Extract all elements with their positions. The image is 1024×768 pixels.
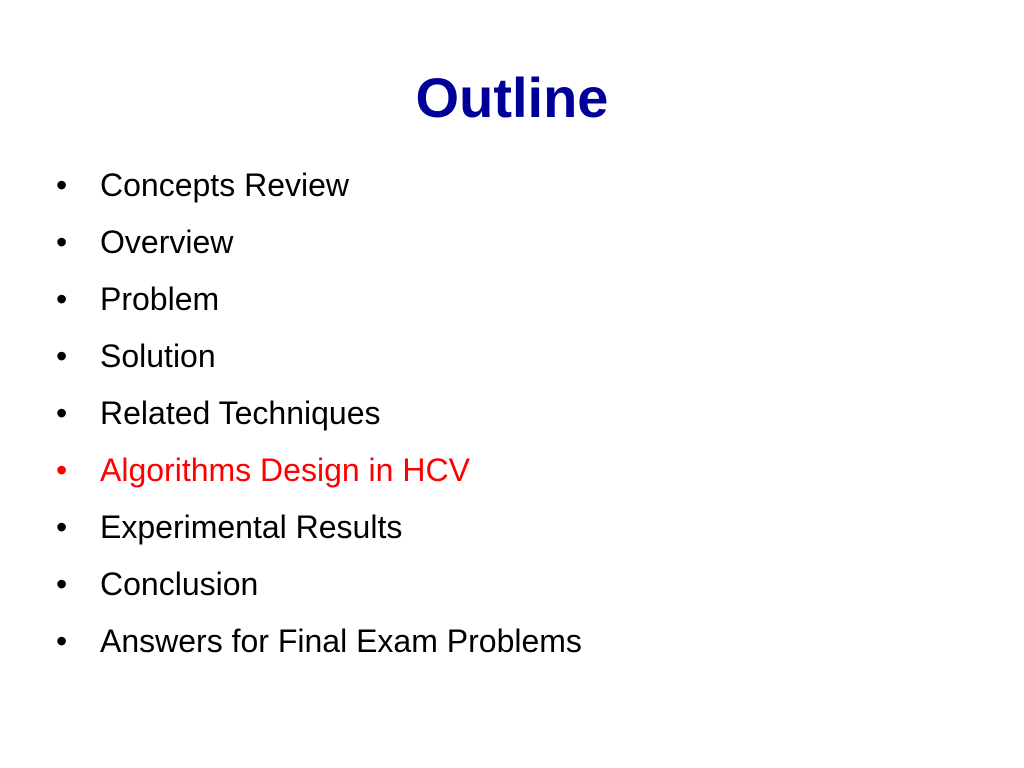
bullet-item-experimental-results xyxy=(56,499,582,556)
bullet-label: Conclusion xyxy=(100,566,259,602)
bullet-label: Concepts Review xyxy=(100,167,349,203)
bullet-icon: • xyxy=(56,395,68,431)
bullet-icon: • xyxy=(56,224,68,260)
bullet-item-problem xyxy=(56,271,582,328)
bullet-item-related-techniques xyxy=(56,385,582,442)
bullet-item-concepts-review xyxy=(56,157,582,214)
bullet-label: Problem xyxy=(100,281,220,317)
bullet-label: Overview xyxy=(100,224,234,260)
bullet-item-overview xyxy=(56,214,582,271)
bullet-label: Algorithms Design in HCV xyxy=(100,452,470,488)
bullet-icon: • xyxy=(56,281,68,317)
bullet-label: Experimental Results xyxy=(100,509,403,545)
bullet-icon: • xyxy=(56,623,68,659)
bullet-item-solution xyxy=(56,328,582,385)
bullet-item-answers-final-exam xyxy=(56,613,582,670)
bullet-icon: • xyxy=(56,452,68,488)
bullet-icon: • xyxy=(56,509,68,545)
bullet-icon: • xyxy=(56,338,68,374)
bullet-icon: • xyxy=(56,566,68,602)
bullet-item-algorithms-design xyxy=(56,442,582,499)
bullet-label: Related Techniques xyxy=(100,395,381,431)
slide-title: Outline xyxy=(415,66,609,129)
bullet-icon: • xyxy=(56,167,68,203)
bullet-item-conclusion xyxy=(56,556,582,613)
bullet-list xyxy=(56,157,582,670)
bullet-label: Answers for Final Exam Problems xyxy=(100,623,582,659)
bullet-label: Solution xyxy=(100,338,216,374)
